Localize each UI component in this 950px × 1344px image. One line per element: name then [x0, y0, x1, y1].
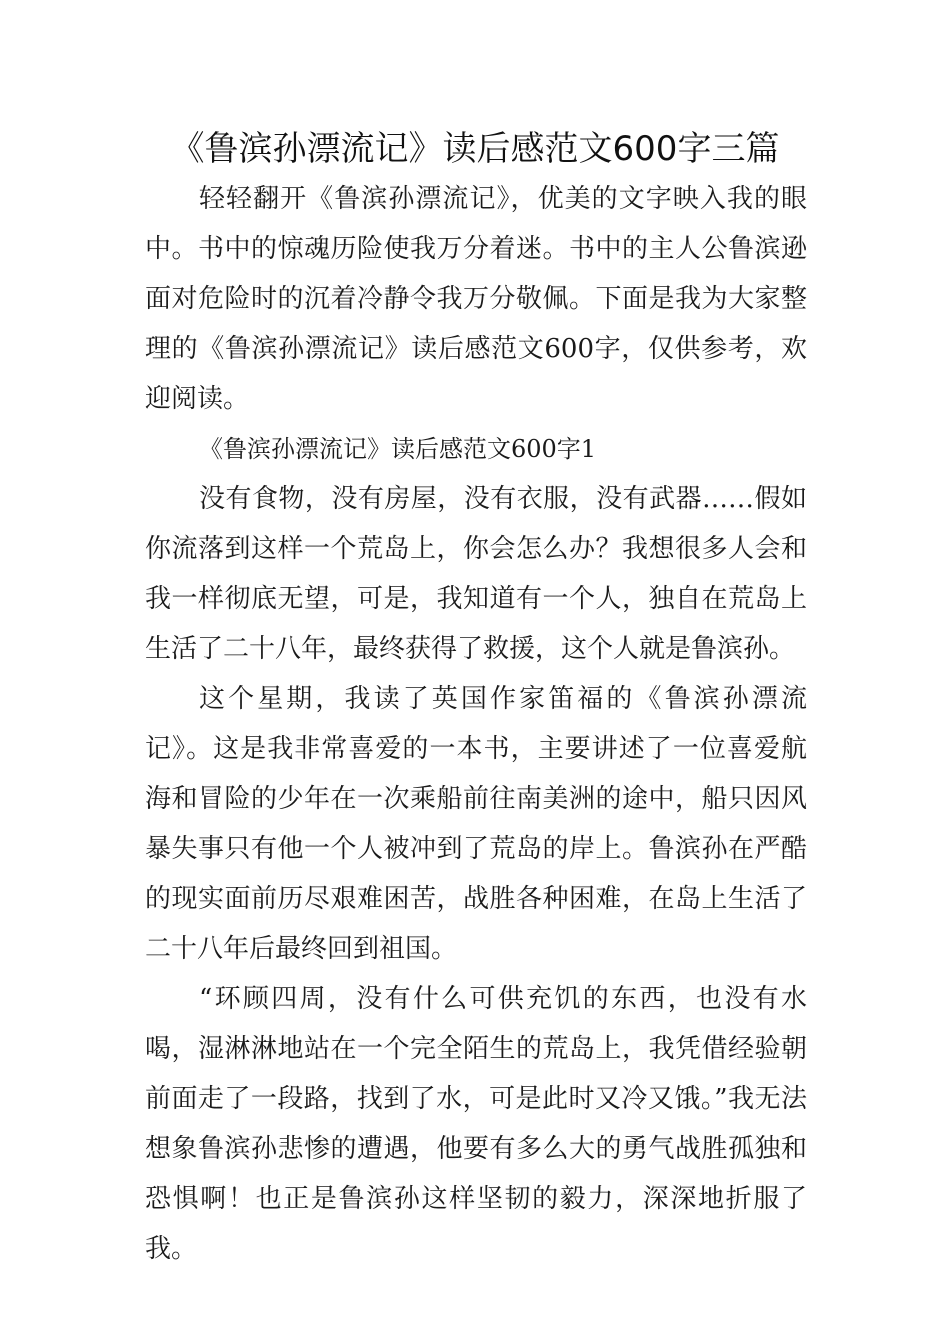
body-paragraph: 没有食物，没有房屋，没有衣服，没有武器……假如你流落到这样一个荒岛上，你会怎么办？我想很多人会和我一样彻底无望，可是，我知道有一个人，独自在荒岛上生活了二十八年，最终获得了救援，这个人就是鲁滨孙。 — [145, 484, 807, 664]
document-body — [145, 174, 807, 1274]
section-heading: 《鲁滨孙漂流记》读后感范文600字1 — [199, 435, 597, 463]
document-title: 《鲁滨孙漂流记》读后感范文600字三篇 — [170, 129, 780, 169]
intro-paragraph: 轻轻翻开《鲁滨孙漂流记》，优美的文字映入我的眼中。书中的惊魂历险使我万分着迷。书中的主人公鲁滨逊面对危险时的沉着冷静令我万分敬佩。下面是我为大家整理的《鲁滨孙漂流记》读后感范文600字，仅供参考，欢迎阅读。 — [145, 184, 807, 414]
body-paragraph: “环顾四周，没有什么可供充饥的东西，也没有水喝，湿淋淋地站在一个完全陌生的荒岛上，我凭借经验朝前面走了一段路，找到了水，可是此时又冷又饿。”我无法想象鲁滨孙悲惨的遭遇，他要有多么大的勇气战胜孤独和恐惧啊！也正是鲁滨孙这样坚韧的毅力，深深地折服了我。 — [145, 984, 807, 1264]
body-paragraph: 这个星期，我读了英国作家笛福的《鲁滨孙漂流记》。这是我非常喜爱的一本书，主要讲述了一位喜爱航海和冒险的少年在一次乘船前往南美洲的途中，船只因风暴失事只有他一个人被冲到了荒岛的岸上。鲁滨孙在严酷的现实面前历尽艰难困苦，战胜各种困难，在岛上生活了二十八年后最终回到祖国。 — [145, 684, 807, 964]
